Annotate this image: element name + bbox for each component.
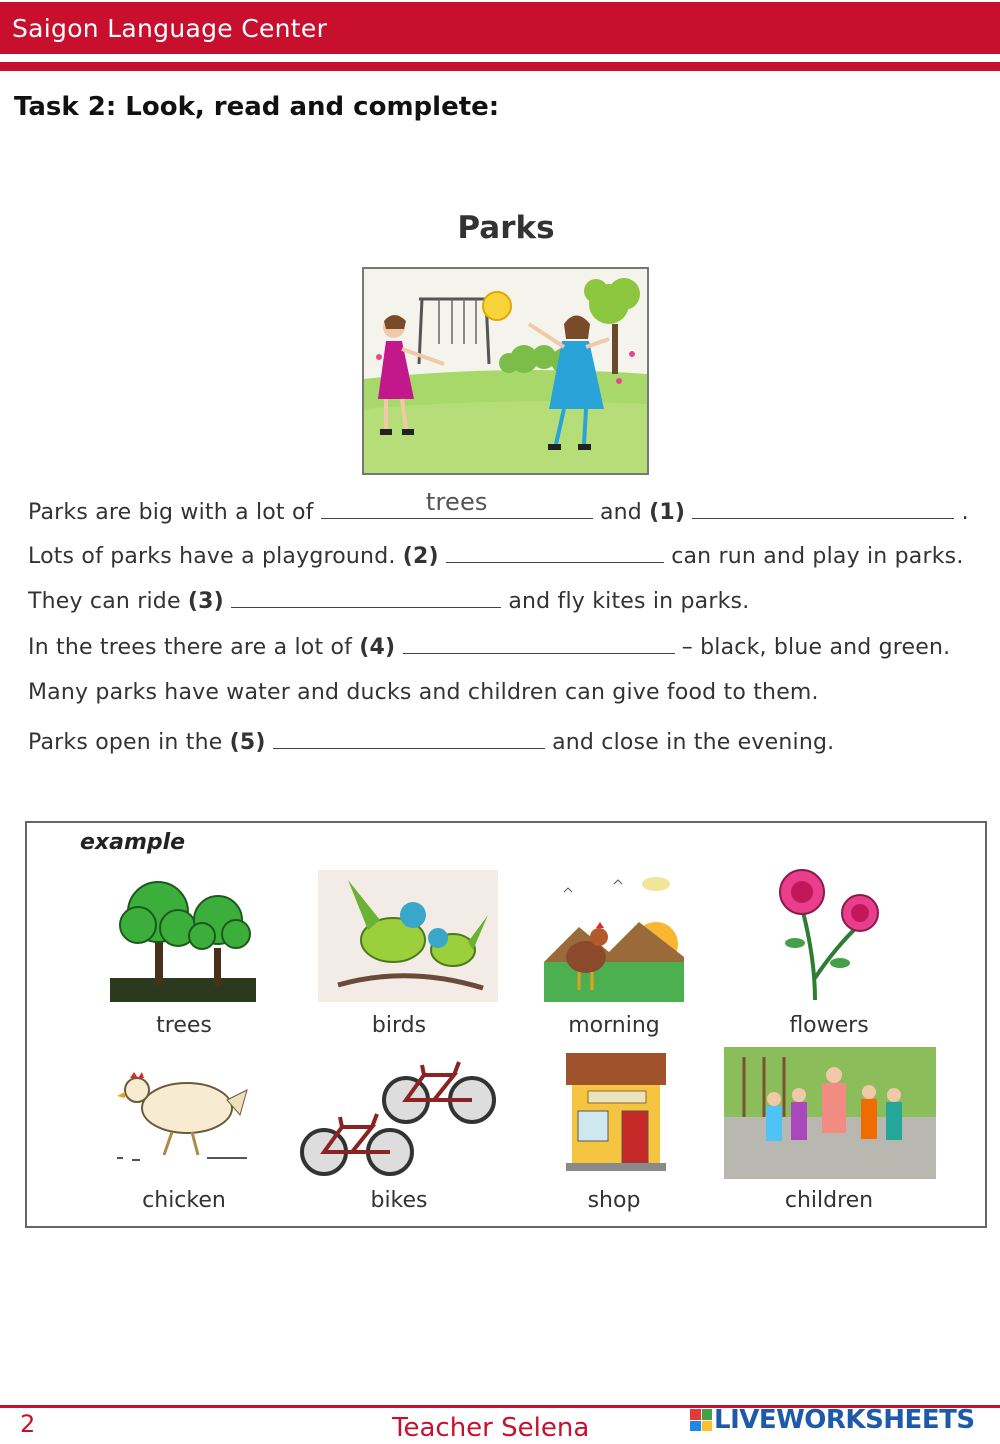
shop-icon: [566, 1053, 666, 1177]
header-title: Saigon Language Center: [12, 14, 328, 43]
word-trees: trees: [156, 1013, 212, 1038]
story-line-1: [28, 488, 969, 525]
birds-icon: [318, 870, 498, 1006]
question-number-2: (2): [402, 544, 439, 569]
liveworksheets-logo[interactable]: [690, 1405, 975, 1435]
answer-blank-3[interactable]: [231, 587, 501, 608]
answer-blank-1[interactable]: [692, 498, 954, 519]
story-line-6: [28, 728, 834, 755]
story-line-6-text-b: and close in the evening.: [552, 730, 835, 755]
story-line-3-text-a: They can ride: [28, 589, 181, 614]
word-shop: shop: [587, 1188, 641, 1213]
word-flowers: flowers: [789, 1013, 869, 1038]
liveworksheets-logo-icon: [690, 1409, 712, 1431]
trees-icon: [110, 870, 256, 1006]
story-line-2: [28, 542, 964, 569]
story-line-6-text-a: Parks open in the: [28, 730, 223, 755]
story-line-3-text-b: and fly kites in parks.: [508, 589, 750, 614]
flowers-icon: [770, 868, 890, 1006]
question-number-1: (1): [649, 500, 686, 525]
story-line-5-text-a: Many parks have water and ducks and children can give food to them.: [28, 680, 819, 705]
example-answer: trees: [425, 488, 488, 516]
teacher-name: Teacher Selena: [392, 1413, 590, 1443]
morning-icon: [544, 872, 684, 1006]
question-number-4: (4): [359, 635, 396, 660]
word-morning: morning: [568, 1013, 660, 1038]
story-line-2-text-b: can run and play in parks.: [671, 544, 964, 569]
story-line-1-end: .: [961, 500, 969, 525]
example-label: example: [80, 830, 186, 855]
question-number-3: (3): [187, 589, 224, 614]
page-number: 2: [20, 1410, 36, 1438]
story-line-5: [28, 680, 819, 705]
word-birds: birds: [371, 1013, 427, 1038]
answer-blank-4[interactable]: [403, 633, 675, 654]
story-line-1-text-a: Parks are big with a lot of: [28, 500, 314, 525]
story-line-4: [28, 633, 950, 660]
story-title: Parks: [457, 210, 555, 246]
liveworksheets-brand: LIVEWORKSHEETS: [714, 1405, 975, 1435]
example-answer-blank: [321, 488, 593, 519]
word-chicken: chicken: [142, 1188, 226, 1213]
task-title: Task 2: Look, read and complete:: [14, 92, 500, 122]
children-icon: [724, 1047, 936, 1183]
answer-blank-2[interactable]: [446, 542, 664, 563]
story-line-4-text-b: – black, blue and green.: [681, 635, 951, 660]
story-line-1-text-b: and: [599, 500, 642, 525]
word-children: children: [784, 1188, 874, 1213]
story-line-2-text-a: Lots of parks have a playground.: [28, 544, 396, 569]
chicken-icon: [112, 1060, 254, 1172]
header-rule: [0, 62, 1000, 71]
story-line-4-text-a: In the trees there are a lot of: [28, 635, 353, 660]
word-bikes: bikes: [370, 1188, 428, 1213]
bikes-icon: [294, 1050, 500, 1184]
question-number-5: (5): [229, 730, 266, 755]
story-line-3: [28, 587, 749, 614]
answer-blank-5[interactable]: [273, 728, 545, 749]
park-illustration: [362, 267, 649, 475]
